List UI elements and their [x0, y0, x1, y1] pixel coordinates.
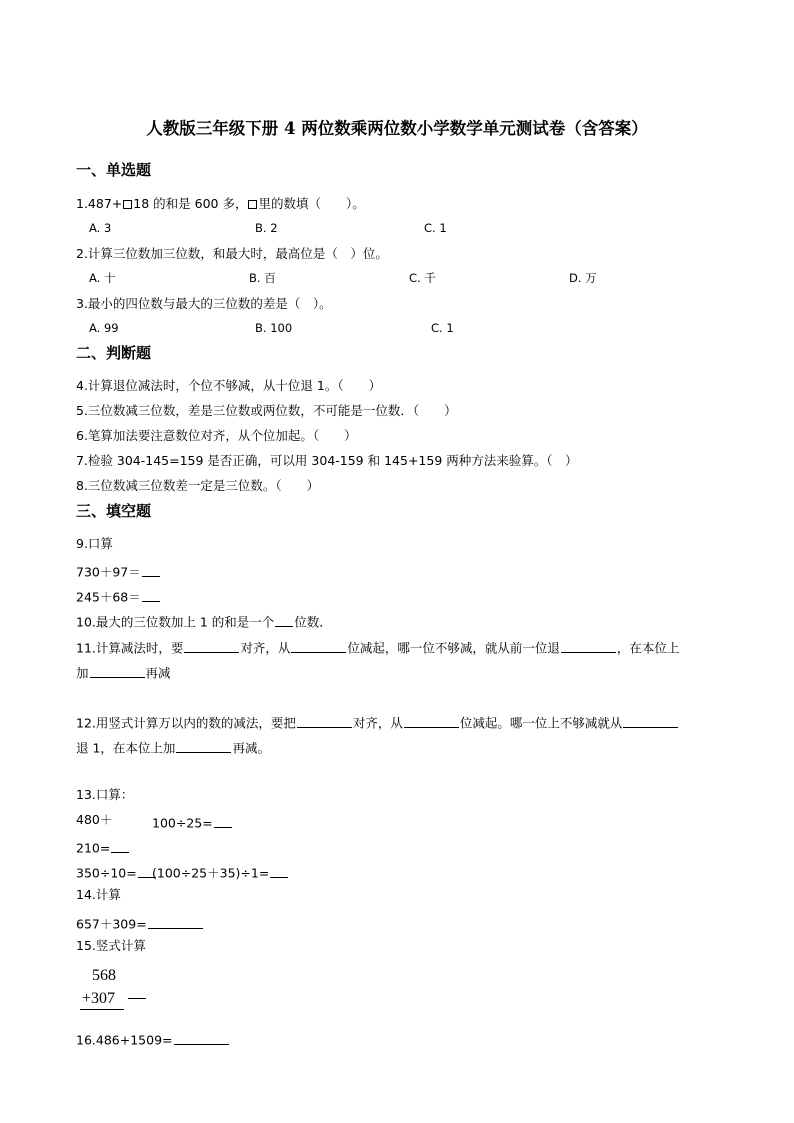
q10-suffix: 位数． — [294, 614, 332, 630]
q3-option-a: A. 99 — [89, 321, 119, 335]
q3-option-c: C. 1 — [431, 321, 454, 335]
q14-expr-text: 657＋309= — [76, 916, 147, 932]
question-15-label: 15.竖式计算 — [76, 938, 146, 953]
question-12-line-2 — [76, 739, 270, 755]
q13-expr-b-text: 100÷25= — [152, 815, 213, 831]
question-16 — [76, 1031, 230, 1047]
section-heading-true-false: 二、判断题 — [76, 344, 152, 362]
question-3: 3.最小的四位数与最大的三位数的差是（ ）。 — [76, 296, 332, 311]
section-heading-single-choice: 一、单选题 — [76, 161, 152, 179]
q1-middle: 18 的和是 600 多， — [133, 196, 248, 211]
q2-option-c: C. 千 — [409, 271, 436, 285]
q12-part-2: 对齐，从 — [352, 715, 403, 731]
vertical-calc-answer-dash — [128, 998, 146, 999]
answer-blank[interactable] — [623, 714, 678, 728]
empty-box-icon — [123, 200, 132, 209]
q1-suffix: 里的数填（ ）。 — [258, 196, 365, 211]
question-2: 2.计算三位数加三位数，和最大时，最高位是（ ）位。 — [76, 246, 388, 261]
q9-expr-2: 245＋68＝ — [76, 589, 141, 605]
section-heading-fill-blank: 三、填空题 — [76, 502, 152, 520]
q13-expr-e — [152, 864, 289, 880]
q13-expr-a: 480＋ — [76, 812, 113, 827]
q1-option-b: B. 2 — [255, 221, 278, 235]
q13-expr-c — [76, 839, 130, 855]
vertical-calc-bottom: +307 — [82, 990, 116, 1007]
question-11-line-2 — [76, 664, 171, 680]
page-title: 人教版三年级下册 4 两位数乘两位数小学数学单元测试卷（含答案） — [146, 119, 648, 138]
answer-blank[interactable] — [111, 839, 129, 853]
q13-expr-b — [152, 814, 233, 830]
q11-part-1: 11.计算减法时，要 — [76, 640, 184, 656]
answer-blank[interactable] — [291, 639, 346, 653]
answer-blank[interactable] — [174, 1031, 229, 1045]
q1-option-c: C. 1 — [424, 221, 447, 235]
answer-blank[interactable] — [142, 588, 160, 602]
q12-part-1: 12.用竖式计算万以内的数的减法，要把 — [76, 715, 296, 731]
q13-expr-e-text: (100÷25＋35)÷1= — [152, 865, 270, 881]
q12-part-5: 再减。 — [232, 740, 270, 756]
q12-part-3: 位减起。哪一位上不够减就从 — [459, 715, 623, 731]
q16-expr-text: 16.486+1509= — [76, 1032, 173, 1048]
q1-prefix: 1.487+ — [76, 196, 123, 211]
answer-blank[interactable] — [90, 664, 145, 678]
answer-blank[interactable] — [270, 864, 288, 878]
answer-blank[interactable] — [404, 714, 459, 728]
question-14-expr — [76, 915, 204, 931]
answer-blank[interactable] — [561, 639, 616, 653]
q11-part-2: 对齐，从 — [240, 640, 291, 656]
question-4: 4.计算退位减法时，个位不够减，从十位退 1。（ ） — [76, 378, 382, 393]
q13-expr-c-text: 210= — [76, 840, 111, 856]
question-14-label: 14.计算 — [76, 887, 121, 902]
q13-expr-d — [76, 864, 157, 880]
answer-blank[interactable] — [142, 563, 160, 577]
question-11-line-1 — [76, 639, 679, 655]
q3-option-b: B. 100 — [255, 321, 293, 335]
q1-option-a: A. 3 — [89, 221, 112, 235]
q2-option-a: A. 十 — [89, 271, 116, 285]
q11-part-4: ，在本位上 — [616, 640, 680, 656]
q9-expr-1: 730＋97＝ — [76, 564, 141, 580]
question-10 — [76, 613, 332, 629]
question-6: 6.笔算加法要注意数位对齐，从个位加起。（ ） — [76, 428, 357, 443]
question-9-line-2 — [76, 588, 161, 604]
question-1 — [76, 198, 365, 211]
empty-box-icon — [248, 200, 257, 209]
question-9-label: 9.口算 — [76, 536, 113, 551]
q11-part-6: 再减 — [145, 665, 171, 681]
answer-blank[interactable] — [176, 739, 231, 753]
q11-part-3: 位减起，哪一位不够减，就从前一位退 — [347, 640, 560, 656]
q13-expr-d-text: 350÷10= — [76, 865, 137, 881]
question-7: 7.检验 304-145=159 是否正确，可以用 304-159 和 145+159 两种方法来验算。（ ） — [76, 453, 578, 468]
q11-part-5: 加 — [76, 665, 89, 681]
q2-option-b: B. 百 — [249, 271, 276, 285]
vertical-calc-top: 568 — [92, 967, 116, 984]
vertical-calc-rule — [80, 1009, 124, 1010]
answer-blank[interactable] — [297, 714, 352, 728]
question-8: 8.三位数减三位数差一定是三位数。（ ） — [76, 478, 320, 493]
answer-blank[interactable] — [184, 639, 239, 653]
question-12-line-1 — [76, 714, 679, 730]
q2-option-d: D. 万 — [569, 271, 597, 285]
answer-blank[interactable] — [148, 915, 203, 929]
answer-blank[interactable] — [275, 613, 293, 627]
q12-part-4: 退 1，在本位上加 — [76, 740, 176, 756]
question-5: 5.三位数减三位数，差是三位数或两位数，不可能是一位数．（ ） — [76, 403, 457, 418]
question-13-label: 13.口算： — [76, 787, 134, 802]
answer-blank[interactable] — [214, 814, 232, 828]
question-9-line-1 — [76, 563, 161, 579]
q10-prefix: 10.最大的三位数加上 1 的和是一个 — [76, 614, 275, 630]
